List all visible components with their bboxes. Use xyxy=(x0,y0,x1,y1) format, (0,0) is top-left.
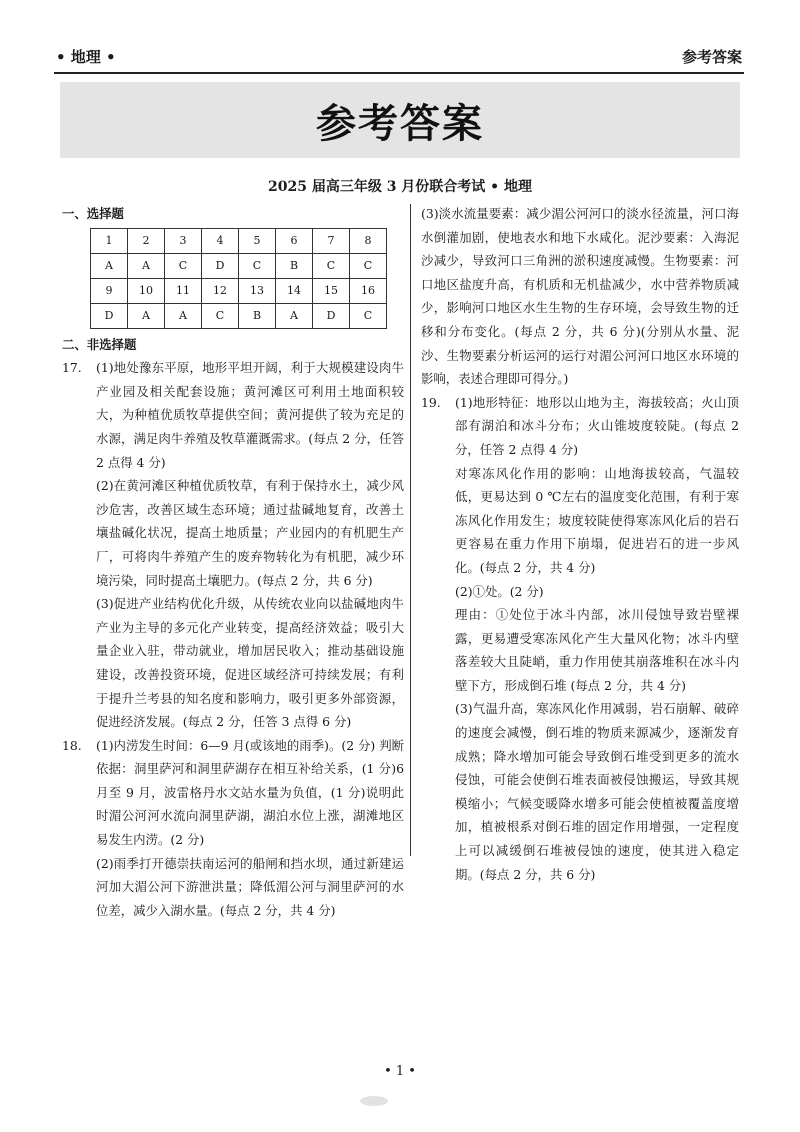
answer-paragraph: 对寒冻风化作用的影响：山地海拔较高，气温较低，更易达到 0 ℃左右的温度变化范围，有利于寒冻风化作用发生；坡度较陡使得寒冻风化后的岩石更容易在重力作用下崩塌，促进岩石的进一步风化。(每点 2 分，共 4 分) xyxy=(455,465,739,575)
answer-table-cell: C xyxy=(165,253,202,278)
answer-table-cell: 8 xyxy=(350,228,387,253)
answer-paragraph: (1)地处豫东平原，地形平坦开阔，利于大规模建设肉牛产业园及相关配套设施；黄河滩区可利用土地面积较大，为种植优质牧草提供空间；黄河提供了较为充足的水源，满足肉牛养殖及牧草灌溉需求。(每点 2 分，任答 2 点得 4 分) xyxy=(96,360,404,470)
answer-table-cell: 7 xyxy=(313,228,350,253)
answer-table-cell: 6 xyxy=(276,228,313,253)
section-choice-title: 一、选择题 xyxy=(62,206,124,221)
title-banner xyxy=(60,82,740,158)
answer-table-cell: 9 xyxy=(91,278,128,303)
question-number: 18. xyxy=(62,737,82,753)
answer-table-cell: 13 xyxy=(239,278,276,303)
page-number: • 1 • xyxy=(384,1064,416,1079)
header-subject: • 地理 • xyxy=(56,48,116,66)
header-label: 参考答案 xyxy=(681,48,742,66)
answer-table-cell: 14 xyxy=(276,278,313,303)
column-divider xyxy=(410,204,411,856)
banner-title: 参考答案 xyxy=(316,100,484,147)
answer-table-cell: 11 xyxy=(165,278,202,303)
right-column xyxy=(421,202,739,886)
answer-paragraph: (2)①处。(2 分) xyxy=(455,583,544,599)
answer-table-cell: C xyxy=(350,303,387,328)
answer-table-cell: 15 xyxy=(313,278,350,303)
answer-paragraph: (3)淡水流量要素：减少湄公河河口的淡水径流量，河口海水倒灌加剧，使地表水和地下水咸化。泥沙要素：入海泥沙减少，导致河口三角洲的淤积速度减慢。生物要素：河口地区盐度升高，有机质和无机盐减少，水中营养物质减少，影响河口地区水生生物的生存环境，会导致生物的迁移和分布变化。(每点 2 分，共 6 分)(分别从水量、泥沙、生物要素分析运河的运行对湄公河河口地区水环境的影响，表述合理即可得分。) xyxy=(421,206,739,387)
question-19 xyxy=(421,391,739,886)
answer-paragraph: 理由：①处位于冰斗内部，冰川侵蚀导致岩壁裸露，更易遭受寒冻风化产生大量风化物；冰斗内壁落差较大且陡峭，重力作用使其崩落堆积在冰斗内壁下方，形成倒石堆 (每点 2 分，共 4 分) xyxy=(455,607,739,693)
question-18-continued xyxy=(421,202,739,391)
answer-paragraph: (2)雨季打开德崇扶南运河的船闸和挡水坝，通过新建运河加大湄公河下游泄洪量；降低湄公河与洞里萨河的水位差，减少入湖水量。(每点 2 分，共 4 分) xyxy=(96,855,404,918)
answer-table-cell: 1 xyxy=(91,228,128,253)
answer-table-cell: 2 xyxy=(128,228,165,253)
question-number: 17. xyxy=(62,360,82,376)
answer-table-cell: 10 xyxy=(128,278,165,303)
answer-table-cell: 12 xyxy=(202,278,239,303)
answer-paragraph: (3)促进产业结构优化升级，从传统农业向以盐碱地肉牛产业为主导的多元化产业转变，提高经济效益；吸引大量企业入驻，带动就业，增加居民收入；推动基础设施建设，改善投资环境，促进区域经济可持续发展；有利于提升兰考县的知名度和影响力，吸引更多外部资源，促进经济发展。(每点 2 分，任答 3 点得 6 分) xyxy=(96,596,404,730)
answer-table-cell: A xyxy=(165,303,202,328)
question-number: 19. xyxy=(421,394,441,410)
answer-table-row xyxy=(91,253,387,278)
answer-paragraph: (1)地形特征：地形以山地为主，海拔较高；火山顶部有湖泊和冰斗分布；火山锥坡度较陡。(每点 2 分，任答 2 点得 4 分) xyxy=(455,394,739,457)
answer-table-cell: B xyxy=(276,253,313,278)
scan-smudge xyxy=(360,1096,388,1106)
answer-table-cell: D xyxy=(202,253,239,278)
answer-paragraph: (3)气温升高，寒冻风化作用减弱，岩石崩解、破碎的速度会减慢，倒石堆的物质来源减少，逐渐发育成熟；降水增加可能会导致倒石堆受到更多的流水侵蚀，可能会使倒石堆表面被侵蚀搬运，导致其规模缩小；气候变暖降水增多可能会使植被覆盖度增加，植被根系对倒石堆的固定作用增强，一定程度上可以减缓倒石堆被侵蚀的速度，使其进入稳定期。(每点 2 分，共 6 分) xyxy=(455,701,739,882)
answer-table-cell: C xyxy=(202,303,239,328)
answer-table-row xyxy=(91,228,387,253)
answer-table-cell: D xyxy=(313,303,350,328)
answer-table-cell: A xyxy=(128,253,165,278)
header-rule xyxy=(54,72,744,74)
answer-table-cell: B xyxy=(239,303,276,328)
answer-table-row xyxy=(91,278,387,303)
answer-table-cell: 3 xyxy=(165,228,202,253)
answer-table-cell: 16 xyxy=(350,278,387,303)
answer-table-row xyxy=(91,303,387,328)
answer-table-cell: A xyxy=(276,303,313,328)
section-nonchoice-title: 二、非选择题 xyxy=(62,336,137,352)
answer-table-cell: 5 xyxy=(239,228,276,253)
question-18 xyxy=(62,734,404,923)
answer-table-cell: 4 xyxy=(202,228,239,253)
answer-table-cell: C xyxy=(350,253,387,278)
answer-table-cell: A xyxy=(128,303,165,328)
answer-paragraph: (1)内涝发生时间：6—9 月(或该地的雨季)。(2 分) 判断依据：洞里萨河和洞里萨湖存在相互补给关系，(1 分)6 月至 9 月，波雷格丹水文站水量为负值，(1 分)说明此时湄公河河水流向洞里萨湖，湖泊水位上涨，湖滩地区易发生内涝。(2 分) xyxy=(96,737,404,848)
answer-paragraph: (2)在黄河滩区种植优质牧草，有利于保持水土，减少风沙危害，改善区域生态环境；通过盐碱地复育，改善土壤盐碱化状况，提高土地质量；产业园内的有机肥生产厂，可将肉牛养殖产生的废弃物转化为有机肥，减少环境污染，同时提高土壤肥力。(每点 2 分，共 6 分) xyxy=(96,478,404,588)
answer-table-cell: C xyxy=(239,253,276,278)
exam-subtitle: 2025 届高三年级 3 月份联合考试 • 地理 xyxy=(267,179,533,195)
answer-table-cell: D xyxy=(91,303,128,328)
answer-table-cell: C xyxy=(313,253,350,278)
answer-table-cell: A xyxy=(91,253,128,278)
answer-table xyxy=(90,228,387,329)
left-column xyxy=(62,202,404,922)
question-17 xyxy=(62,356,404,734)
